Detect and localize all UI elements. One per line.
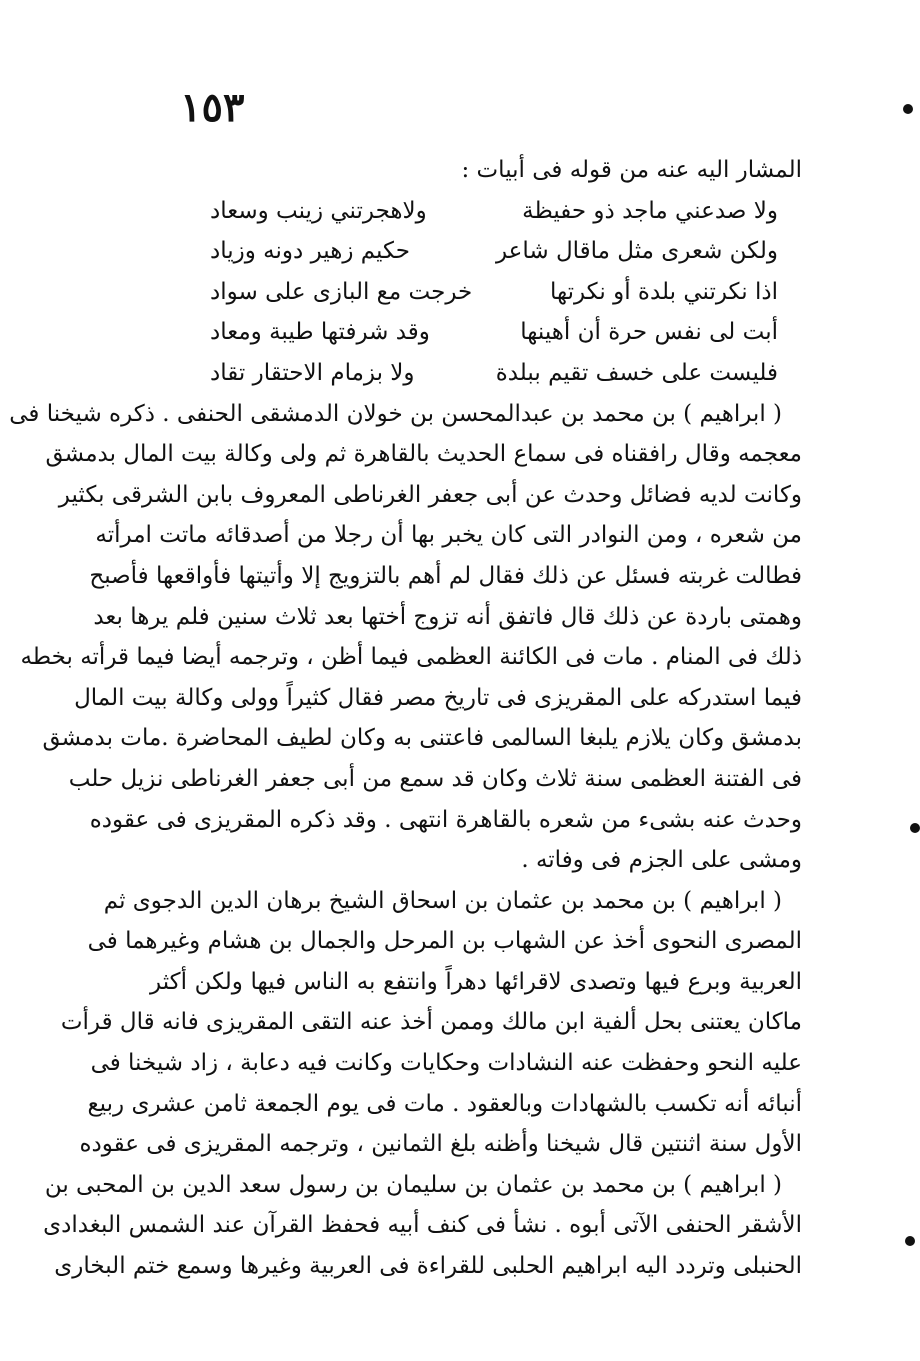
text-line: عليه النحو وحفظت عنه النشادات وحكايات وكانت فيه دعابة ، زاد شيخنا فى bbox=[90, 1050, 802, 1077]
text-line: بدمشق وكان يلازم يلبغا السالمى فاعتنى به وكان لطيف المحاضرة .مات بدمشق bbox=[42, 725, 802, 752]
text-line: ومشى على الجزم فى وفاته . bbox=[521, 847, 802, 874]
margin-bullet bbox=[910, 823, 920, 833]
verse-second-hemistich: ولاهجرتني زينب وسعاد bbox=[210, 197, 427, 224]
text-line: وحدث عنه بشىء من شعره بالقاهرة انتهى . وقد ذكره المقريزى فى عقوده bbox=[89, 806, 802, 833]
intro-line: المشار اليه عنه من قوله فى أبيات : bbox=[461, 157, 802, 183]
text-line: الأول سنة اثنتين قال شيخنا وأظنه بلغ الثمانين ، وترجمه المقريزى فى عقوده bbox=[79, 1131, 802, 1158]
verse-first-hemistich: ولا صدعني ماجد ذو حفيظة bbox=[522, 197, 778, 224]
text-line: فيما استدركه على المقريزى فى تاريخ مصر فقال كثيراً وولى وكالة بيت المال bbox=[74, 684, 802, 711]
text-line: العربية وبرع فيها وتصدى لاقرائها دهراً وانتفع به الناس فيها ولكن أكثر bbox=[150, 968, 802, 995]
entry-paragraph bbox=[9, 394, 802, 881]
page-text bbox=[9, 150, 802, 1287]
verse-second-hemistich: حكيم زهير دونه وزياد bbox=[210, 238, 410, 265]
verse-line bbox=[150, 191, 802, 232]
text-line: ( ابراهيم ) بن محمد بن عثمان بن سليمان بن رسول سعد الدين بن المحبى بن bbox=[44, 1171, 782, 1198]
margin-bullet bbox=[903, 104, 913, 114]
text-line: الأشقر الحنفى الآتى أبوه . نشأ فى كنف أبيه فحفظ القرآن عند الشمس البغدادى bbox=[43, 1212, 802, 1239]
verse-first-hemistich: فليست على خسف تقيم ببلدة bbox=[495, 359, 778, 386]
verse-first-hemistich: أبت لى نفس حرة أن أهينها bbox=[520, 319, 778, 346]
verse-line bbox=[150, 353, 802, 394]
text-line: ( ابراهيم ) بن محمد بن عثمان بن اسحاق الشيخ برهان الدين الدجوى ثم bbox=[103, 887, 782, 914]
verse-line bbox=[150, 272, 802, 313]
verse-line bbox=[150, 312, 802, 353]
verse-line bbox=[150, 231, 802, 272]
verse-second-hemistich: وقد شرفتها طيبة ومعاد bbox=[210, 319, 430, 346]
verse-first-hemistich: اذا نكرتني بلدة أو نكرتها bbox=[549, 278, 778, 305]
text-line: من شعره ، ومن النوادر التى كان يخبر بها أن رجلا من أصدقائه ماتت امرأته bbox=[95, 522, 802, 549]
verse-first-hemistich: ولكن شعرى مثل ماقال شاعر bbox=[495, 238, 778, 265]
text-line: ذلك فى المنام . مات فى الكائنة العظمى فيما أظن ، وترجمه أيضا فيما قرأته بخطه bbox=[20, 644, 802, 671]
text-line: ماكان يعتنى بحل ألفية ابن مالك وممن أخذ عنه التقى المقريزى فانه قال قرأت bbox=[60, 1009, 802, 1036]
text-line: المصرى النحوى أخذ عن الشهاب بن المرحل والجمال بن هشام وغيرهما فى bbox=[87, 928, 802, 955]
text-line: أنبائه أنه تكسب بالشهادات وبالعقود . مات فى يوم الجمعة ثامن عشرى ربيع bbox=[87, 1090, 802, 1117]
verse-second-hemistich: خرجت مع البازى على سواد bbox=[210, 278, 473, 305]
page-number: ١٥٣ bbox=[180, 84, 245, 131]
margin-bullet bbox=[905, 1236, 915, 1246]
text-line: فى الفتنة العظمى سنة ثلاث وكان قد سمع من أبى جعفر الغرناطى نزيل حلب bbox=[68, 765, 802, 792]
entry-paragraph bbox=[43, 1165, 802, 1287]
text-line: معجمه وقال رافقناه فى سماع الحديث بالقاهرة ثم ولى وكالة بيت المال بدمشق bbox=[45, 441, 802, 468]
entry-paragraph bbox=[60, 881, 802, 1165]
text-line: وكانت لديه فضائل وحدث عن أبى جعفر الغرناطى المعروف بابن الشرقى بكثير bbox=[58, 481, 802, 508]
text-line: فطالت غربته فسئل عن ذلك فقال لم أهم بالتزويج إلا وأتيتها فأواقعها فأصبح bbox=[89, 562, 802, 589]
text-line: وهمتى باردة عن ذلك قال فاتفق أنه تزوج أختها بعد ثلاث سنين فلم يرها بعد bbox=[93, 603, 802, 630]
poem bbox=[150, 191, 802, 394]
verse-second-hemistich: ولا بزمام الاحتقار تقاد bbox=[210, 359, 415, 386]
text-line: ( ابراهيم ) بن محمد بن عبدالمحسن بن خولان الدمشقى الحنفى . ذكره شيخنا فى bbox=[9, 400, 782, 427]
text-line: الحنبلى وتردد اليه ابراهيم الحلبى للقراءة فى العربية وغيرها وسمع ختم البخارى bbox=[54, 1253, 802, 1280]
